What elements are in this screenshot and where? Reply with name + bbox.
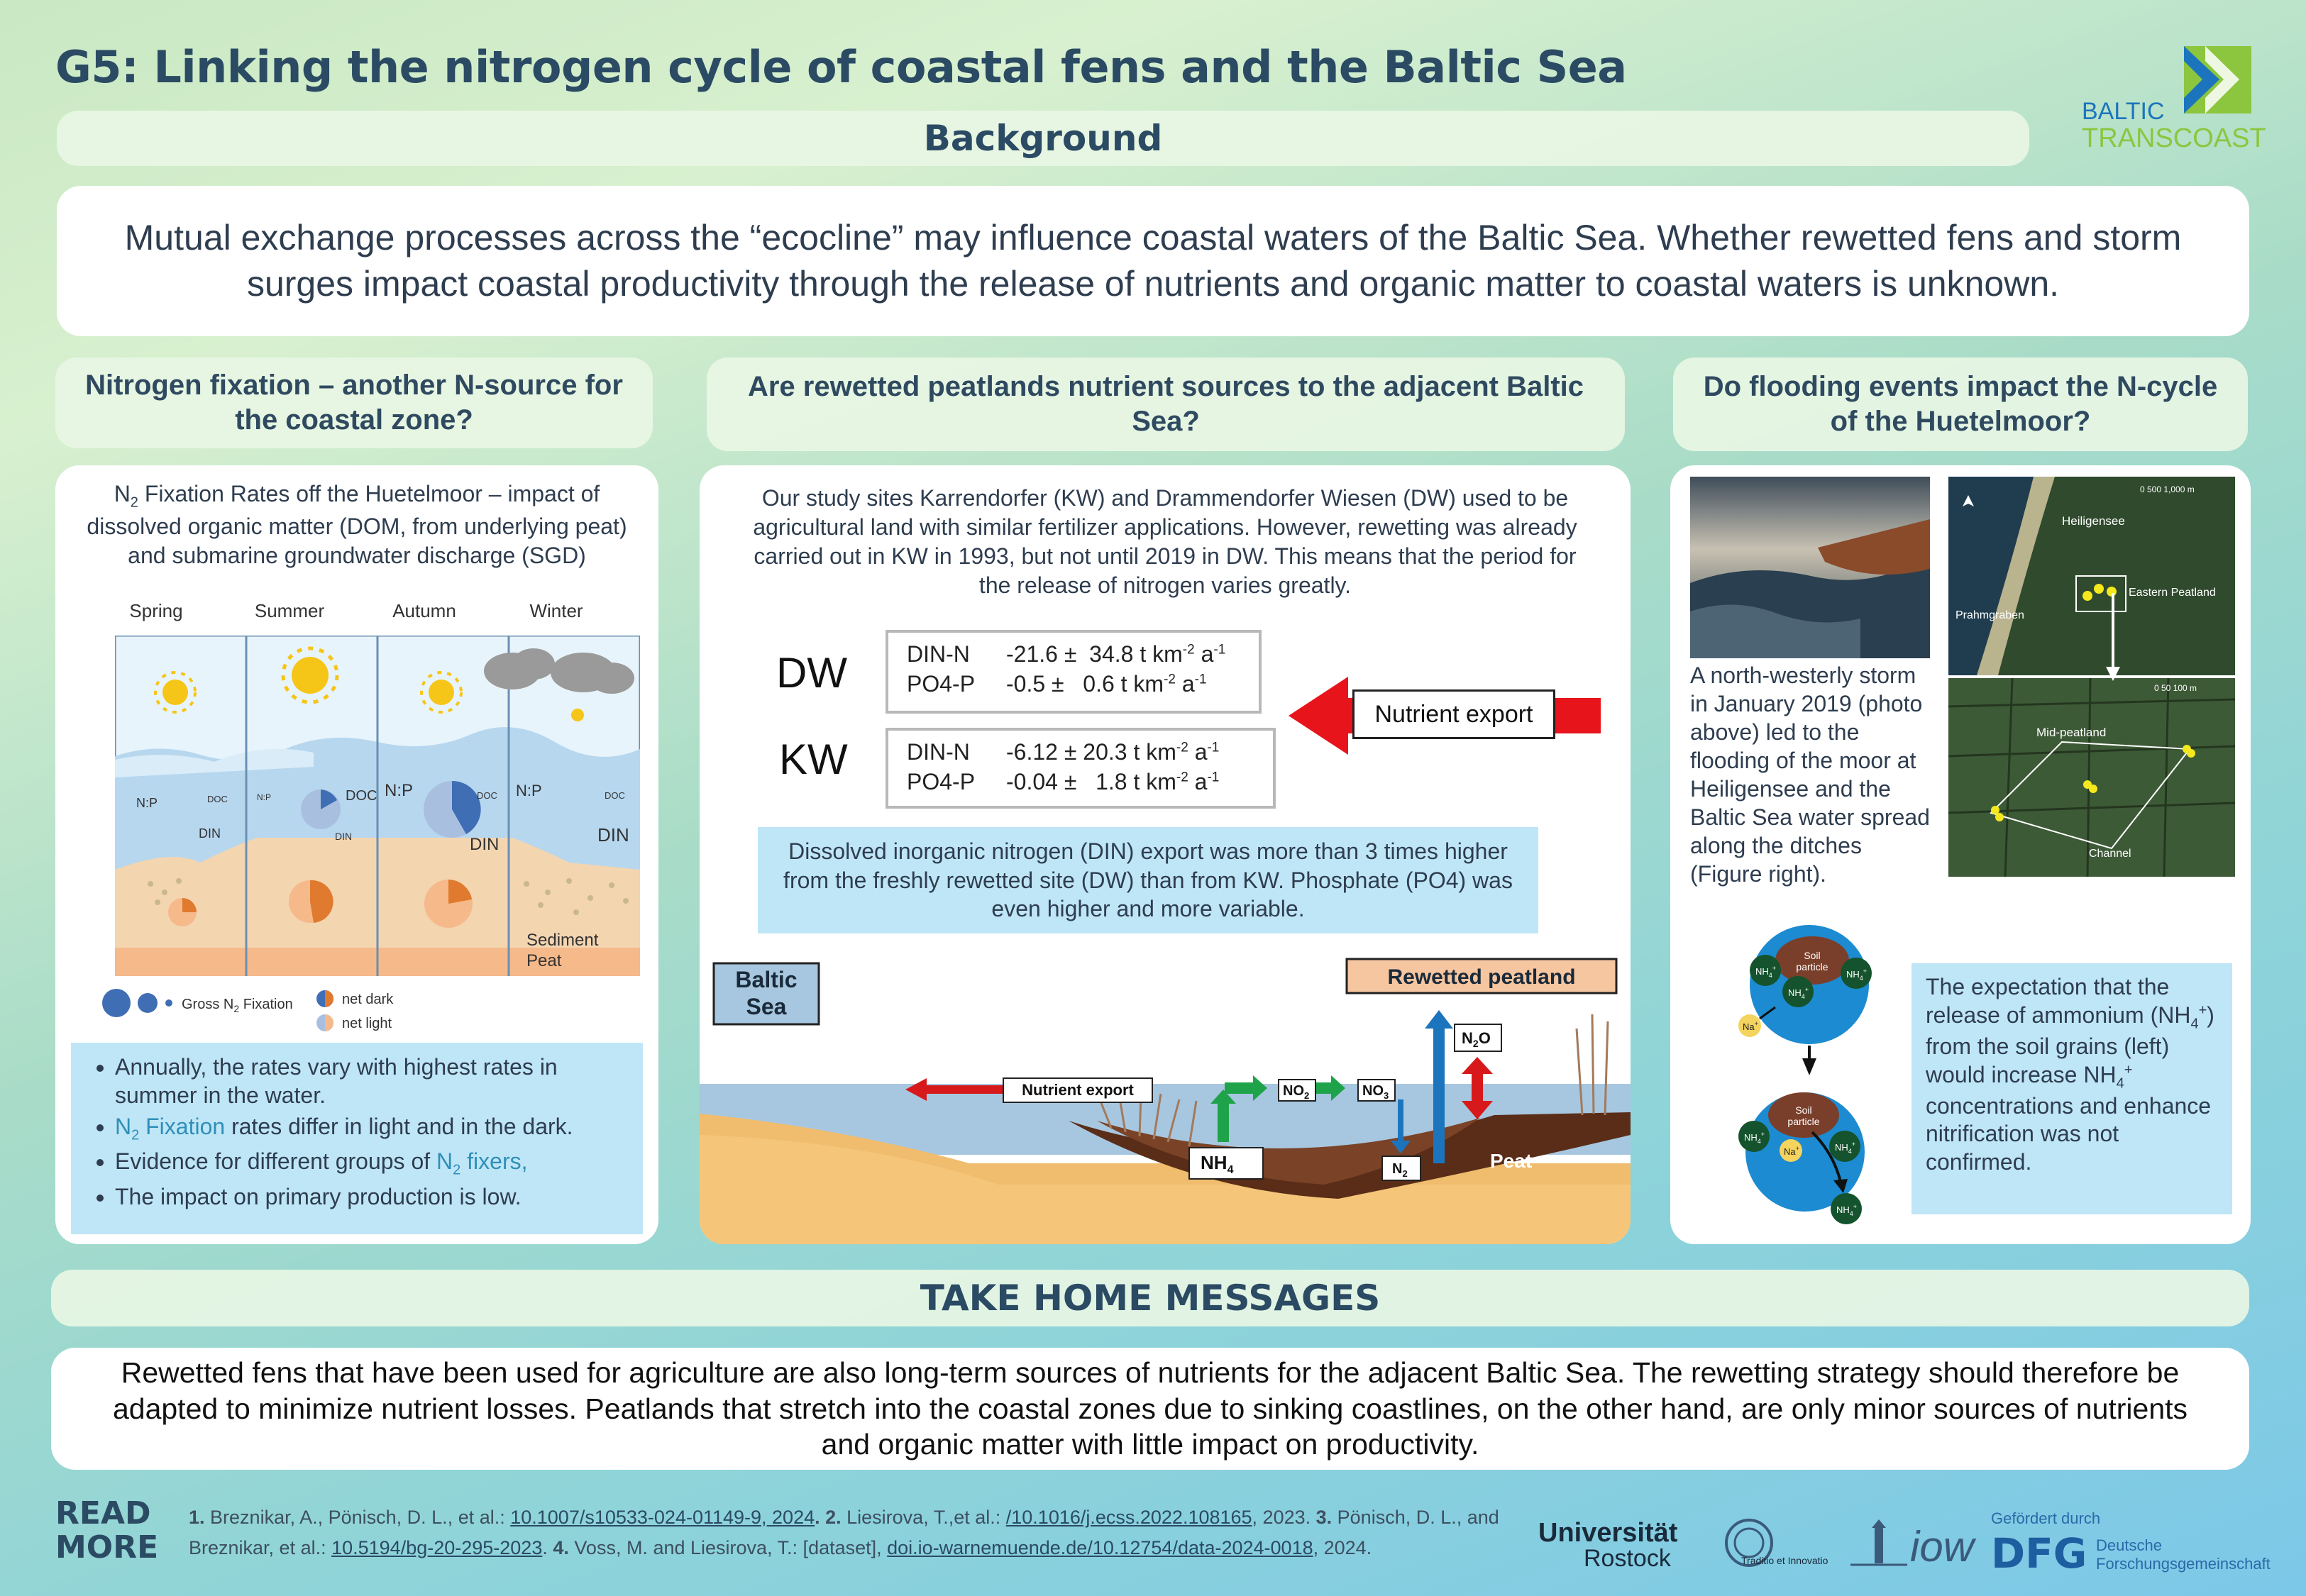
fig-sediment-label: Sediment: [526, 931, 599, 950]
map-label-prahmgraben: Prahmgraben: [1955, 609, 2024, 621]
map-scale-detail: 0 50 100 m: [2154, 683, 2197, 693]
references: 1. Breznikar, A., Pönisch, D. L., et al.: 10.1007/s10533-024-01149-9, 2024. 2. Liesirova, T.,et al.: /10.1016/j.ecss.2022.108165, 2023. 3. Pönisch, D. L., and Breznikar, et al.: 10.5194/bg-20-295-2023. 4. Voss, M. and Liesirova, T.: [dataset], doi.io-warnemuende.de/10.12754/data-2024-0018, 2024.: [189, 1507, 1499, 1559]
dw-export-table: [886, 630, 1262, 714]
kw-din-row: DIN-N -6.12 ± 20.3 t $km^{-2}$ $a^{-1}$: [907, 739, 1220, 765]
legend-net-dark: net dark: [342, 992, 394, 1007]
dfg-logo: Gefördert durch DFG Deutsche Forschungsgemeinschaft: [1991, 1509, 2271, 1578]
map-label-mid-peatland: Mid-peatland: [2036, 726, 2107, 739]
soil-particle-diagram: [1706, 919, 1911, 1238]
bullet-light-dark: • $N_2$ Fixation rates differ in light and in the dark.: [115, 1112, 631, 1144]
legend-net-light: net light: [342, 1016, 392, 1031]
diagram-export-label: Nutrient export: [1022, 1081, 1134, 1099]
diagram-no2-label: $NO_2$: [1283, 1083, 1310, 1101]
nfix-legend: [98, 982, 524, 1038]
season-panels: [115, 636, 640, 976]
site-label-kw: KW: [779, 736, 848, 783]
season-label-spring: Spring: [129, 600, 183, 621]
diagram-no3-label: $NO_3$: [1362, 1083, 1389, 1101]
storm-photo: [1690, 477, 1930, 658]
flooding-heading-bar: [1673, 358, 2248, 451]
soil-label-1: Soil: [1804, 950, 1821, 961]
fig-np-summer: N:P: [257, 792, 272, 802]
map-label-heiligensee: Heiligensee: [2062, 514, 2125, 528]
map-zoom-arrow-icon: [2104, 593, 2122, 682]
peatland-intro: Our study sites Karrendorfer (KW) and Drammendorfer Wiesen (DW) used to be agricultural land with similar fertilizer applications. However, rewetting was already carried out in KW in 1993, but not until 2019 in DW. This means that the period for the release of nitrogen varies greatly.: [753, 485, 1577, 598]
diagram-peatland-label: Rewetted peatland: [1387, 965, 1576, 989]
fig-doc-spring: DOC: [207, 794, 228, 804]
background-heading-bar: [57, 111, 2029, 166]
fig-np-autumn: N:P: [385, 781, 414, 800]
map-heiligensee-overview: [1948, 477, 2235, 675]
iow-lighthouse-icon: [1850, 1518, 1907, 1575]
pie-icon: [168, 898, 197, 926]
peatland-cross-section-diagram: [700, 951, 1631, 1244]
pie-icon: [424, 781, 481, 838]
peatland-heading: Are rewetted peatlands nutrient sources to the adjacent Baltic Sea?: [747, 371, 1584, 437]
fig-np-spring: N:P: [136, 796, 158, 810]
nutrient-export-label: Nutrient export: [1352, 689, 1555, 739]
take-home-heading-bar: [51, 1270, 2249, 1326]
kw-po4-row: PO4-P -0.04 ± 1.8 t $km^{-2}$ $a^{-1}$: [907, 768, 1220, 794]
flooding-panel: [1670, 465, 2251, 1244]
background-panel: [57, 186, 2249, 336]
take-home-panel: [51, 1348, 2249, 1470]
season-label-winter: Winter: [529, 600, 583, 621]
season-label-summer: Summer: [254, 600, 325, 621]
map-label-channel: Channel: [2089, 848, 2131, 860]
logo-text-transcoast: TRANSCOAST: [2082, 123, 2266, 153]
pie-icon: [424, 880, 473, 928]
pie-icon: [289, 880, 333, 923]
diagram-peat-label: Peat: [1490, 1150, 1533, 1172]
fig-doc-summer: DOC: [346, 788, 377, 804]
flooding-heading: Do flooding events impact the N-cycle of the Huetelmoor?: [1703, 371, 2218, 437]
take-home-text: Rewetted fens that have been used for agriculture are also long-term sources of nutrients for the adjacent Baltic Sea. The rewetting strategy should therefore be adapted to minimize nutrient losses. Peatlands that stretch into the coastal zones due to sinking coastlines, on the other hand, are only minor sources of nutrients and organic matter with little impact on productivity.: [112, 1356, 2188, 1461]
fig-din-summer: DIN: [335, 831, 353, 842]
particle-label-1: particle: [1796, 961, 1828, 972]
bullet-annual-rates: • Annually, the rates vary with highest rates in summer in the water.: [115, 1053, 631, 1109]
map-scale-overview: 0 500 1,000 m: [2140, 484, 2195, 494]
nitrogen-fixation-panel: [55, 465, 658, 1244]
season-label-autumn: Autumn: [392, 600, 456, 621]
soil-label-2: Soil: [1795, 1104, 1812, 1116]
nh4-ion-2: $NH_4^+$: [1788, 986, 1809, 1000]
fig-din-autumn: DIN: [470, 835, 500, 854]
din-finding-text: Dissolved inorganic nitrogen (DIN) export was more than 3 times higher from the freshly rewetted site (DW) than from KW. Phosphate (PO4) was even higher and more variable.: [783, 838, 1513, 922]
na-ion-1: Na+: [1743, 1020, 1758, 1032]
kw-export-table: [886, 728, 1276, 809]
na-ion-2: Na+: [1784, 1145, 1799, 1157]
nitrogen-fixation-heading-bar: [55, 358, 653, 448]
nfix-caption: $N_2$ Fixation Rates off the Huetelmoor – impact of dissolved organic matter (DOM, from underlying peat) and submarine groundwater discharge (SGD): [87, 481, 627, 568]
map-mid-peatland-detail: [1948, 678, 2235, 877]
fig-peat-label: Peat: [526, 951, 562, 970]
baltic-transcoast-logo: [2078, 43, 2266, 163]
diagram-baltic-label-1: Baltic: [735, 967, 798, 992]
background-text: Mutual exchange processes across the “ecocline” may influence coastal waters of the Baltic Sea. Whether rewetted fens and storm surges impact coastal productivity through the release of nutrients and organic matter to coastal waters is unknown.: [124, 218, 2182, 304]
nh4-ion-released: $NH_4^+$: [1836, 1203, 1858, 1217]
nh4-ion-5: $NH_4^+$: [1835, 1141, 1856, 1155]
ref-link-1[interactable]: 10.1007/s10533-024-01149-9, 2024: [510, 1507, 815, 1528]
take-home-heading: TAKE HOME MESSAGES: [920, 1278, 1381, 1319]
ref-link-4[interactable]: doi.io-warnemuende.de/10.12754/data-2024-0018: [887, 1537, 1313, 1559]
university-rostock-logo: Universität Rostock Traditio et Innovatio: [1538, 1518, 1828, 1572]
expectation-box: [1911, 963, 2232, 1214]
diagram-baltic-label-2: Sea: [746, 994, 787, 1019]
diagram-nh4-label: $NH_4$: [1201, 1152, 1234, 1176]
storm-description: A north-westerly storm in January 2019 (photo above) led to the flooding of the moor at Heiligensee and the Baltic Sea water spread along the ditches (Figure right).: [1690, 663, 1930, 887]
iow-logo: iow: [1850, 1515, 1978, 1579]
particle-label-2: particle: [1787, 1116, 1820, 1127]
fig-doc-winter: DOC: [605, 790, 625, 801]
read-more-label: READ MORE: [55, 1495, 159, 1566]
fig-np-winter: N:P: [516, 782, 542, 799]
fig-din-winter: DIN: [597, 824, 629, 846]
nh4-ion-1: $NH_4^+$: [1755, 965, 1777, 979]
diagram-n2-label: $N_2$: [1392, 1161, 1408, 1179]
expectation-text: The expectation that the release of ammonium $(NH_4^+)$ from the soil grains (left) would increase $NH_4^+$ concentrations and enhance nitrification was not confirmed.: [1926, 974, 2214, 1175]
peatland-heading-bar: [707, 358, 1625, 451]
pie-icon: [301, 789, 341, 829]
logo-text-baltic: BALTIC: [2082, 98, 2165, 125]
nfix-bullet-list: [71, 1053, 631, 1211]
bullet-primary-production: • The impact on primary production is low.: [115, 1182, 631, 1211]
fig-doc-autumn: DOC: [477, 790, 497, 801]
legend-gross-fixation: Gross $N_2$ Fixation: [182, 997, 293, 1014]
nh4-ion-3: $NH_4^+$: [1846, 968, 1868, 982]
dw-din-row: DIN-N -21.6 ± 34.8 t $km^{-2}$ $a^{-1}$: [907, 641, 1226, 667]
nh4-ion-4: $NH_4^+$: [1744, 1131, 1765, 1145]
dw-po4-row: PO4-P -0.5 ± 0.6 t $km^{-2}$ $a^{-1}$: [907, 670, 1207, 697]
ref-link-2[interactable]: /10.1016/j.ecss.2022.108165: [1005, 1507, 1252, 1528]
fig-din-spring: DIN: [199, 826, 221, 841]
poster-title: G5: Linking the nitrogen cycle of coastal fens and the Baltic Sea: [55, 41, 1627, 93]
din-finding-box: [758, 827, 1538, 933]
sun-icon: [571, 709, 584, 721]
peatland-panel: [700, 465, 1631, 1244]
bullet-fixer-groups: • Evidence for different groups of $N_2$ fixers,: [115, 1147, 631, 1179]
diagram-n2o-label: $N_2O$: [1462, 1029, 1491, 1049]
background-heading: Background: [923, 118, 1163, 159]
nfix-bullets-box: [71, 1043, 643, 1234]
ref-link-3[interactable]: 10.5194/bg-20-295-2023: [331, 1537, 543, 1559]
nitrogen-fixation-heading: Nitrogen fixation – another N-source for the coastal zone?: [85, 370, 623, 436]
site-label-dw: DW: [776, 649, 847, 697]
map-label-eastern-peatland: Eastern Peatland: [2129, 587, 2216, 599]
